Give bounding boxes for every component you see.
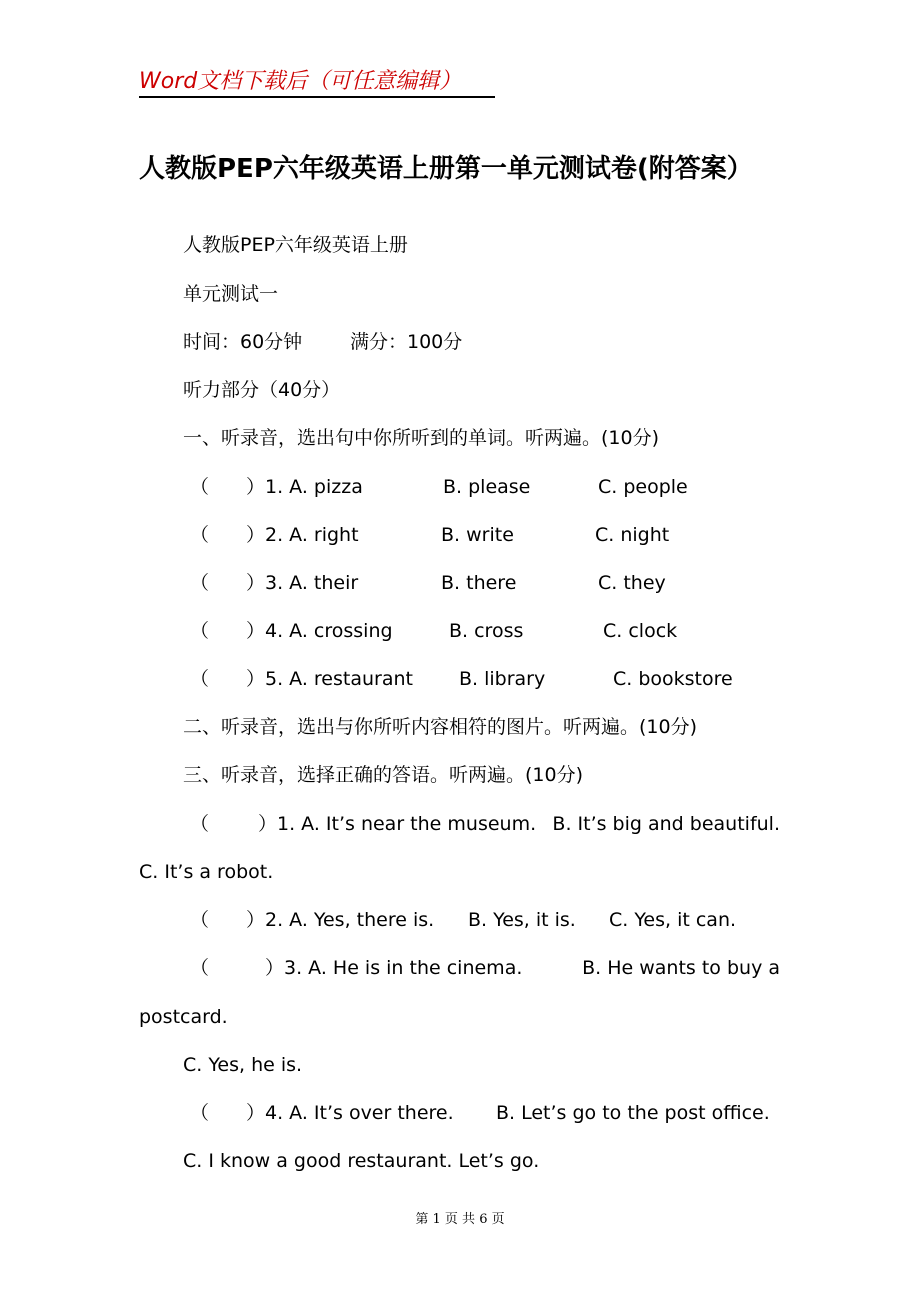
option-a: ）3. A. He is in the cinema.: [265, 957, 523, 979]
part2-heading: 二、听录音，选出与你所听内容相符的图片。听两遍。(10分): [183, 716, 698, 738]
option-b: B. He wants to buy a: [582, 957, 780, 979]
option-c: C. bookstore: [613, 668, 733, 690]
bracket: （: [190, 668, 210, 690]
bracket: （: [190, 476, 210, 498]
option-a: ）2. A. right: [246, 524, 359, 546]
part1-heading: 一、听录音，选出句中你所听到的单词。听两遍。(10分): [183, 427, 660, 449]
part3-q4-option-c: C. I know a good restaurant. Let’s go.: [183, 1150, 540, 1172]
option-a: ）3. A. their: [246, 572, 359, 594]
intro-line1: 人教版PEP六年级英语上册: [183, 234, 408, 256]
option-b: B. Yes, it is.: [468, 909, 576, 931]
bracket: （: [190, 572, 210, 594]
option-c: C. people: [598, 476, 688, 498]
option-b: B. write: [441, 524, 514, 546]
bracket: （: [190, 524, 210, 546]
option-a: ）5. A. restaurant: [246, 668, 413, 690]
intro-line2: 单元测试一: [183, 283, 279, 305]
option-c: C. Yes, it can.: [609, 909, 737, 931]
bracket: （: [190, 957, 210, 979]
bracket: （: [190, 1102, 210, 1124]
header-banner: [139, 62, 495, 98]
document-title: 人教版PEP六年级英语上册第一单元测试卷(附答案）: [139, 154, 753, 184]
intro-score: 满分：100分: [350, 331, 463, 353]
part3-q3-option-b-cont: postcard.: [139, 1006, 228, 1028]
intro-time: 时间：60分钟: [183, 331, 303, 353]
option-a: ）2. A. Yes, there is.: [246, 909, 435, 931]
bracket: （: [190, 620, 210, 642]
option-b: B. please: [443, 476, 531, 498]
option-b: B. there: [441, 572, 517, 594]
part3-heading: 三、听录音，选择正确的答语。听两遍。(10分): [183, 764, 584, 786]
option-b: B. It’s big and beautiful.: [552, 813, 780, 835]
option-a: ）4. A. It’s over there.: [246, 1102, 454, 1124]
option-c: C. night: [595, 524, 670, 546]
option-b: B. cross: [449, 620, 524, 642]
intro-section: 听力部分（40分）: [183, 379, 341, 401]
header-text: Word文档下载后（可任意编辑）: [139, 69, 462, 94]
bracket: （: [190, 813, 210, 835]
option-c: C. they: [598, 572, 666, 594]
option-a: ）1. A. pizza: [246, 476, 363, 498]
part3-q1-option-c: C. It’s a robot.: [139, 861, 274, 883]
bracket: （: [190, 909, 210, 931]
part3-q3-option-c: C. Yes, he is.: [183, 1054, 303, 1076]
option-b: B. Let’s go to the post office.: [496, 1102, 770, 1124]
option-a: ）1. A. It’s near the museum.: [258, 813, 537, 835]
option-c: C. clock: [603, 620, 678, 642]
option-b: B. library: [459, 668, 546, 690]
option-a: ）4. A. crossing: [246, 620, 393, 642]
page-footer: 第 1 页 共 6 页: [415, 1212, 505, 1227]
